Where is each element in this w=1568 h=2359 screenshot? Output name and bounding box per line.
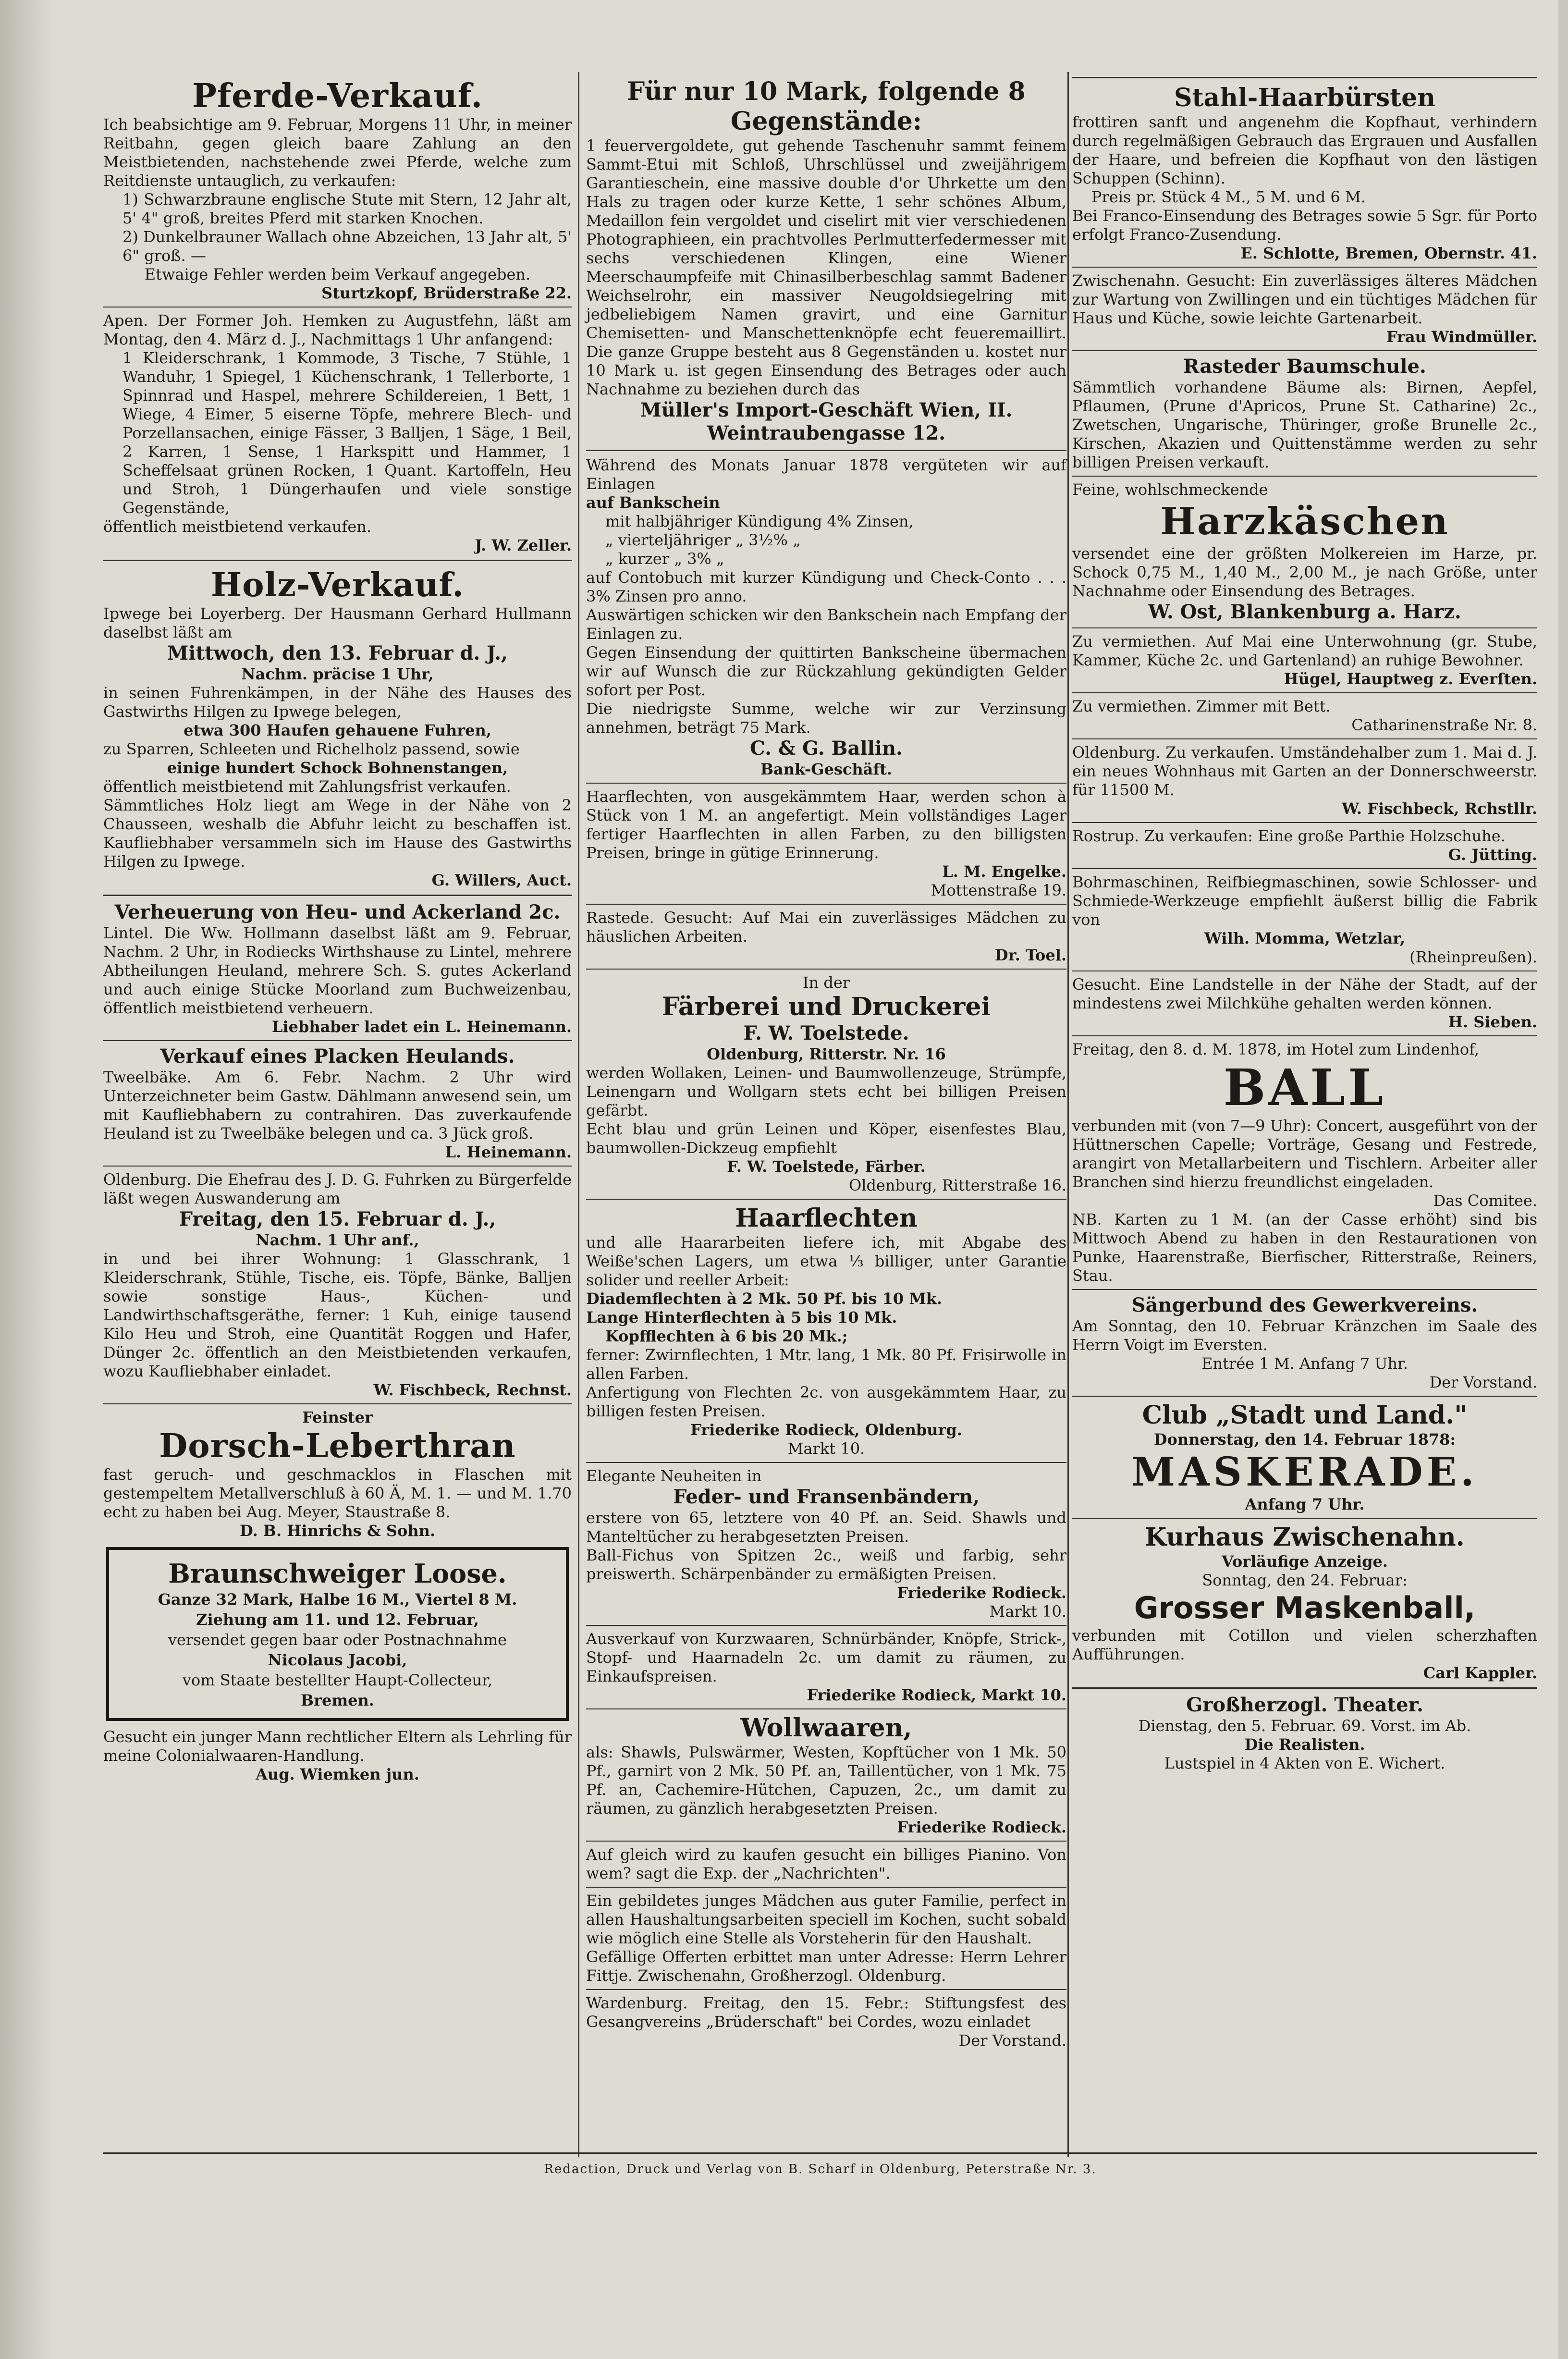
- footer-rule: [103, 2152, 1537, 2154]
- ball-title: BALL: [1223, 1058, 1386, 1117]
- maedchen-paragraph-2: Gefällige Offerten erbittet man unter Adresse: Herrn Lehrer Fittje. Zwischenahn, Großherzogl. Oldenburg.: [586, 1948, 1066, 1985]
- club-time: Anfang 7 Uhr.: [1245, 1495, 1365, 1513]
- faerberei-signature: F. W. Toelstede, Färber.: [727, 1157, 926, 1176]
- bank-heading-1: auf Bankschein: [586, 493, 720, 512]
- vermiethen-1-signature: Hügel, Hauptweg z. Everſten.: [1284, 670, 1537, 688]
- placken-body: Tweelbäke. Am 6. Febr. Nachm. 2 Uhr wird Unterzeichneter beim Gastw. Dählmann anwesend sein, um mit Kaufliebhabern zu contrahiren. Das zuverkaufende Heuland ist zu Tweelbäke belegen und ca. 3 Jück groß.: [103, 1068, 572, 1143]
- maedchen-body: Ein gebildetes junges Mädchen aus guter Familie, perfect in allen Haushaltungsarbeiten speciell im Kochen, sucht sobald wie möglich eine Stelle als Vorsteherin für den Haushalt.: [586, 1892, 1066, 1947]
- divider: [1072, 1518, 1537, 1519]
- divider: [1072, 1687, 1537, 1689]
- harz-body: versendet eine der größten Molkereien im Harze, pr. Schock 0,75 M., 1,40 M., 2,00 M., je nach Größe, unter Nachnahme oder Einsendung des Betrages.: [1072, 544, 1537, 600]
- pferde-signature: Sturtzkopf, Brüderstraße 22.: [321, 284, 572, 302]
- bank-paragraph-3: Die niedrigste Summe, welche wir zur Verzinsung annehmen, beträgt 75 Mark.: [586, 700, 1066, 737]
- baumschule-title: Rasteder Baumschule.: [1183, 355, 1426, 378]
- stahl-body: frottiren sanft und angenehm die Kopfhaut, verhindern durch regelmäßigen Gebrauch das Ergrauen und Ausfallen der Haare, und befreien die Kopfhaut von den lästigen Schuppen (Schinn).: [1072, 113, 1537, 187]
- zwischenahn-body: Zwischenahn. Gesucht: Ein zuverlässiges älteres Mädchen zur Wartung von Zwillingen und ein tüchtiges Mädchen für Haus und Küche, sowie leichte Gartenarbeit.: [1072, 271, 1537, 327]
- loose-title: Braunschweiger Loose.: [168, 1558, 507, 1589]
- divider: [586, 1199, 1066, 1200]
- placken-title: Verkauf eines Placken Heulands.: [160, 1045, 515, 1068]
- ball-intro: Freitag, den 8. d. M. 1878, im Hotel zum Lindenhof,: [1072, 1040, 1480, 1058]
- rostrup-body: Rostrup. Zu verkaufen: Eine große Parthie Holzschuhe.: [1072, 827, 1506, 845]
- heu-title: Verheuerung von Heu- und Ackerland 2c.: [114, 901, 561, 923]
- mark-title: Für nur 10 Mark, folgende 8 Gegenstände:: [627, 77, 1026, 136]
- pferde-title: Pferde-Verkauf.: [192, 77, 483, 115]
- haarflechten-2-signature: Friederike Rodieck, Oldenburg.: [690, 1421, 962, 1439]
- divider: [586, 1708, 1066, 1709]
- oldenburg-auction-date: Freitag, den 15. Februar d. J.,: [179, 1208, 496, 1230]
- divider: [586, 783, 1066, 784]
- saengerbund-entree: Entrée 1 M. Anfang 7 Uhr.: [1201, 1354, 1408, 1373]
- bank-heading-2: auf Contobuch mit kurzer Kündigung und Check-Conto . . . 3% Zinsen pro anno.: [586, 568, 1066, 605]
- faerberei-title: Färberei und Druckerei: [662, 992, 991, 1021]
- oldenburg-sale-signature: W. Fischbeck, Rchstllr.: [1341, 799, 1537, 818]
- haarflechten-2-line-1: Diademflechten à 2 Mk. 50 Pf. bis 10 Mk.: [586, 1290, 943, 1308]
- heu-body: Lintel. Die Ww. Hollmann daselbst läßt am 9. Februar, Nachm. 2 Uhr, in Rodiecks Wirthshause zu Lintel, mehrere Abtheilungen Heuland, mehrere Sch. S. gutes Ackerland und auch einige Stücke Moorland zum Buchweizenbau, öffentlich meistbietend verheuern.: [103, 924, 572, 1017]
- loose-city: Bremen.: [301, 1691, 374, 1709]
- divider: [1072, 738, 1537, 739]
- faerberei-paragraph-2: Echt blau und grün Leinen und Köper, eisenfestes Blau, baumwollen-Dickzeug empfiehlt: [586, 1120, 1066, 1157]
- pianino-body: Auf gleich wird zu kaufen gesucht ein billiges Pianino. Von wem? sagt die Exp. der „Nachrichten".: [586, 1845, 1066, 1882]
- baumschule-body: Sämmtlich vorhandene Bäume als: Birnen, Aepfel, Pflaumen, (Prune d'Apricos, Prune St. Catharine) 2c., Zwetschen, Ungarische, Thüringer, große Brunelle 2c., Kirschen, Akazien und Quittenstämme werden zu sehr billigen Preisen verkauft.: [1072, 378, 1537, 471]
- haarflechten-1-body: Haarflechten, von ausgekämmtem Haar, werden schon à Stück von 1 M. an angefertigt. Mein vollständiges Lager fertiger Haarflechten in allen Farben, zu den billigsten Preisen, bringe in gütige Erinnerung.: [586, 787, 1066, 862]
- feder-body: erstere von 65, letztere von 40 Pf. an. Seid. Shawls und Manteltücher zu herabgesetzten Preisen.: [586, 1509, 1066, 1546]
- theater-date: Dienstag, den 5. Februar. 69. Vorst. im Ab.: [1138, 1717, 1471, 1735]
- faerberei-address-2: Oldenburg, Ritterstraße 16.: [848, 1176, 1066, 1194]
- column-rule-2: [1067, 72, 1069, 2157]
- theater-description: Lustspiel in 4 Akten von E. Wichert.: [1164, 1754, 1446, 1772]
- holz-body: in seinen Fuhrenkämpen, in der Nähe des Hauses des Gastwirths Hilgen zu Ipwege belegen,: [103, 684, 572, 721]
- club-event: MASKERADE.: [1131, 1449, 1478, 1495]
- harz-signature: W. Ost, Blankenburg a. Harz.: [1148, 601, 1461, 623]
- feder-address: Markt 10.: [989, 1602, 1066, 1621]
- feder-paragraph-2: Ball-Fichus von Spitzen 2c., weiß und farbig, sehr preiswerth. Schärpenbänder zu ermäßigten Preisen.: [586, 1546, 1066, 1583]
- bohrmaschinen-body: Bohrmaschinen, Reifbiegmaschinen, sowie Schlosser- und Schmiede-Werkzeuge empfiehlt äußerst billig die Fabrik von: [1072, 873, 1537, 929]
- column-rule-1: [578, 72, 579, 2157]
- dorsch-signature: D. B. Hinrichs & Sohn.: [240, 1522, 435, 1540]
- stahl-paragraph-2: Bei Franco-Einsendung des Betrages sowie 5 Sgr. für Porto erfolgt Franco-Zusendung.: [1072, 207, 1537, 244]
- dorsch-title: Dorsch-Leberthran: [159, 1427, 516, 1465]
- holz-intro: Ipwege bei Loyerberg. Der Hausmann Gerhard Hullmann daselbst läßt am: [103, 604, 572, 641]
- divider: [1072, 1289, 1537, 1290]
- haarflechten-2-title: Haarflechten: [735, 1204, 918, 1233]
- vermiethen-2-address: Catharinenstraße Nr. 8.: [1351, 716, 1537, 734]
- divider: [103, 1403, 572, 1404]
- divider: [586, 1887, 1066, 1888]
- wollwaaren-title: Wollwaaren,: [740, 1713, 912, 1743]
- holz-time: Nachm. präcise 1 Uhr,: [241, 665, 434, 683]
- wollwaaren-body: als: Shawls, Pulswärmer, Westen, Kopftücher von 1 Mk. 50 Pf., garnirt von 2 Mk. 50 Pf. an, Taillentücher, von 1 Mk. 75 Pf. an, Cachemire-Hütchen, Capuzen, 2c., um damit zu räumen, zu gänzlich herabgesetzten Preisen.: [586, 1743, 1066, 1818]
- wardenburg-signature: Der Vorstand.: [958, 2031, 1066, 2050]
- holz-use: zu Sparren, Schleeten und Richelholz passend, sowie: [103, 740, 520, 758]
- club-date: Donnerstag, den 14. Februar 1878:: [1153, 1430, 1456, 1449]
- milch-signature: H. Sieben.: [1448, 1013, 1537, 1031]
- vermiethen-1-body: Zu vermiethen. Auf Mai eine Unterwohnung (gr. Stube, Kammer, Küche 2c. und Gartenland) an ruhige Bewohner.: [1072, 632, 1537, 669]
- apen-body: Apen. Der Former Joh. Hemken zu Augustfehn, läßt am Montag, den 4. März d. J., Nachmittags 1 Uhr anfangend:: [103, 311, 572, 348]
- bank-paragraph-2: Gegen Einsendung der quittirten Bankscheine übermachen wir auf Wunsch die zur Rückzahlung gekündigten Gelder sofort per Post.: [586, 643, 1066, 699]
- feder-pre: Elegante Neuheiten in: [586, 1467, 762, 1485]
- divider: [1072, 692, 1537, 693]
- loose-draw-date: Ziehung am 11. und 12. Februar,: [196, 1610, 479, 1629]
- loose-collector-name: Nicolaus Jacobi,: [268, 1651, 407, 1669]
- faerberei-name: F. W. Toelstede.: [743, 1022, 909, 1044]
- kurhaus-title: Kurhaus Zwischenahn.: [1145, 1523, 1465, 1552]
- oldenburg-sale-body: Oldenburg. Zu verkaufen. Umständehalber zum 1. Mai d. J. ein neues Wohnhaus mit Garten an der Donnerschweerstr. für 11500 M.: [1072, 743, 1537, 799]
- lehrling-signature: Aug. Wiemken jun.: [256, 1765, 419, 1783]
- pferde-body: Ich beabsichtige am 9. Februar, Morgens 11 Uhr, in meiner Reitbahn, gegen gleich baare Zahlung an den Meistbietenden, nachstehende zwei Pferde, welche zum Reitdienste untauglich, zu verkaufen:: [103, 115, 572, 190]
- bank-intro: Während des Monats Januar 1878 vergüteten wir auf Einlagen: [586, 456, 1066, 493]
- feder-signature: Friederike Rodieck.: [897, 1584, 1066, 1602]
- oldenburg-auction-time: Nachm. 1 Uhr anf.,: [256, 1231, 419, 1249]
- saengerbund-body: Am Sonntag, den 10. Februar Kränzchen im Saale des Herrn Voigt im Eversten.: [1072, 1317, 1537, 1354]
- faerberei-pre: In der: [802, 973, 850, 992]
- placken-signature: L. Heinemann.: [445, 1143, 572, 1161]
- kurhaus-body: verbunden mit Cotillon und vielen scherzhaften Aufführungen.: [1072, 1626, 1537, 1663]
- column-3: [1072, 77, 1537, 1773]
- rastede-signature: Dr. Toel.: [994, 946, 1066, 964]
- oldenburg-auction-items: in und bei ihrer Wohnung: 1 Glasschrank, 1 Kleiderschrank, Stühle, Tische, eis. Töpfe, Bänke, Balljen sowie sonstige Haus-, Küchen- und Landwirthschaftsgeräthe, ferner: 1 Kuh, einige tausend Kilo Heu und Stroh, eine Quantität Roggen und Hafer, Dünger 2c. öffentlich an den Meistbietenden verkaufen, wozu Kaufliebhaber einladet.: [103, 1250, 572, 1380]
- divider: [586, 1841, 1066, 1842]
- divider: [586, 969, 1066, 970]
- ball-signature: Das Comitee.: [1433, 1192, 1537, 1210]
- divider: [1072, 1035, 1537, 1036]
- heu-signature: Liebhaber ladet ein L. Heinemann.: [271, 1018, 572, 1036]
- divider: [1072, 627, 1537, 628]
- bank-paragraph-1: Auswärtigen schicken wir den Bankschein nach Empfang der Einlagen zu.: [586, 606, 1066, 643]
- divider: [586, 1462, 1066, 1463]
- wollwaaren-signature: Friederike Rodieck.: [897, 1818, 1066, 1836]
- haarflechten-2-line-4: ferner: Zwirnflechten, 1 Mtr. lang, 1 Mk. 80 Pf. Frisirwolle in allen Farben.: [586, 1346, 1066, 1383]
- dorsch-pre: Feinster: [302, 1408, 373, 1426]
- divider: [1072, 77, 1537, 78]
- divider: [1072, 476, 1537, 477]
- bank-rate-2: „ vierteljähriger „ 3½% „: [605, 531, 801, 549]
- kurhaus-subtitle: Vorläufige Anzeige.: [1221, 1552, 1388, 1571]
- holz-note: Sämmtliches Holz liegt am Wege in der Nähe von 2 Chausseen, weshalb die Abfuhr leicht zu beschaffen ist. Kaufliebhaber versammeln sich im Hause des Gastwirths Hilgen zu Ipwege.: [103, 796, 572, 871]
- imprint-footer: Redaction, Druck und Verlag von B. Scharf in Oldenburg, Peterstraße Nr. 3.: [544, 2162, 1097, 2176]
- saengerbund-signature: Der Vorstand.: [1429, 1373, 1537, 1391]
- theater-title: Großherzogl. Theater.: [1186, 1694, 1423, 1716]
- oldenburg-auction-signature: W. Fischbeck, Rechnst.: [373, 1381, 572, 1399]
- divider: [1072, 267, 1537, 268]
- milch-body: Gesucht. Eine Landstelle in der Nähe der Stadt, auf der mindestens zwei Milchkühe gehalten werden können.: [1072, 975, 1537, 1012]
- vermiethen-2-body: Zu vermiethen. Zimmer mit Bett.: [1072, 697, 1331, 715]
- haarflechten-2-body: und alle Haararbeiten liefere ich, mit Abgabe des Weiße'schen Lagers, um etwa ⅓ billiger, unter Garantie solider und reeller Arbeit:: [586, 1233, 1066, 1289]
- divider: [103, 1166, 572, 1167]
- ball-body: verbunden mit (von 7—9 Uhr): Concert, ausgeführt von der Hüttnerschen Capelle; Vorträge, Gesang und Festrede, arangirt von Metallarbeitern und Tischlern. Arbeiter aller Branchen sind hierzu freundlichst eingeladen.: [1072, 1117, 1537, 1191]
- holz-terms: öffentlich meistbietend mit Zahlungsfrist verkaufen.: [103, 777, 511, 796]
- holz-amount: etwa 300 Haufen gehauene Fuhren,: [184, 721, 491, 739]
- harz-pre: Feine, wohlschmeckende: [1072, 480, 1268, 499]
- divider: [1072, 868, 1537, 869]
- divider: [586, 1625, 1066, 1626]
- divider: [103, 895, 572, 896]
- bohrmaschinen-region: (Rheinpreußen).: [1409, 948, 1537, 966]
- oldenburg-auction-body: Oldenburg. Die Ehefrau des J. D. G. Fuhrken zu Bürgerfelde läßt wegen Auswanderung am: [103, 1170, 572, 1207]
- pferde-note: Etwaige Fehler werden beim Verkauf angegeben.: [144, 265, 531, 283]
- ausverkauf-body: Ausverkauf von Kurzwaaren, Schnürbänder, Knöpfe, Strick-, Stopf- und Haarnadeln 2c. um damit zu räumen, zu Einkaufspreisen.: [586, 1630, 1066, 1685]
- theater-play: Die Realisten.: [1244, 1735, 1365, 1754]
- zwischenahn-signature: Frau Windmüller.: [1386, 328, 1537, 346]
- haarflechten-2-line-5: Anfertigung von Flechten 2c. von ausgekämmtem Haar, zu billigen festen Preisen.: [586, 1383, 1066, 1420]
- divider: [1072, 350, 1537, 351]
- stahl-signature: E. Schlotte, Bremen, Obernstr. 41.: [1240, 244, 1537, 262]
- haarflechten-2-line-2: Lange Hinterflechten à 5 bis 10 Mk.: [586, 1308, 897, 1327]
- apen-end: öffentlich meistbietend verkaufen.: [103, 517, 372, 536]
- rastede-body: Rastede. Gesucht: Auf Mai ein zuverlässiges Mädchen zu häuslichen Arbeiten.: [586, 909, 1066, 946]
- divider: [1072, 822, 1537, 823]
- bank-subtitle: Bank-Geschäft.: [760, 760, 893, 778]
- apen-items: 1 Kleiderschrank, 1 Kommode, 3 Tische, 7 Stühle, 1 Wanduhr, 1 Spiegel, 1 Küchenschrank, 1 Tellerborte, 1 Spinnrad und Haspel, mehrere Schildereien, 1 Bett, 1 Wiege, 4 Eimer, 5 eiserne Töpfe, mehrere Blech- und Porzellansachen, einige Fässer, 3 Balljen, 1 Säge, 1 Beil, 2 Karren, 1 Sense, 1 Harkspitt und Hammer, 1 Scheffelsaat grünen Rocken, 1 Quant. Kartoffeln, Heu und Stroh, 1 Düngerhaufen und viele sonstige Gegenstände,: [122, 349, 572, 517]
- mark-body: 1 feuervergoldete, gut gehende Taschenuhr sammt feinem Sammt-Etui mit Schloß, Uhrschlüssel und zweijährigem Garantieschein, eine massive double d'or Uhrkette um den Hals zu tragen oder kurze Kette, 1 sehr schönes Album, Medaillon fein vergoldet und ciselirt mit vier verschiedenen Photographieen, ein prachtvolles Perlmutterfedermesser mit sechs verschiedenen Klingen, eine Wiener Meerschaumpfeife mit Chinasilberbeschlag sammt Badener Weichselrohr, ein massiver Neugoldsiegelring mit jedbeliebigem Namen gravirt, und eine Garnitur Chemisetten- und Manschettenknöpfe echt feueremaillirt. Die ganze Gruppe besteht aus 8 Gegenständen u. kostet nur 10 Mark u. ist gegen Einsendung des Betrages oder auch Nachnahme zu beziehen durch das: [586, 136, 1066, 398]
- holz-extra: einige hundert Schock Bohnenstangen,: [167, 759, 508, 777]
- ball-nb: NB. Karten zu 1 M. (an der Casse erhöht) sind bis Mittwoch Abend zu haben in den Restaurationen von Punke, Haarenstraße, Bierfischer, Ritterstraße, Reiners, Stau.: [1072, 1210, 1537, 1285]
- kurhaus-event: Grosser Maskenball,: [1134, 1590, 1476, 1625]
- divider: [103, 1040, 572, 1041]
- bank-rate-3: „ kurzer „ 3% „: [605, 550, 724, 568]
- club-title: Club „Stadt und Land.": [1142, 1401, 1468, 1430]
- bank-rate-1: mit halbjähriger Kündigung 4% Zinsen,: [605, 512, 914, 530]
- dorsch-body: fast geruch- und geschmacklos in Flaschen mit gestempeltem Metallverschluß à 60 Ä, M. 1. — und M. 1.70 echt zu haben bei Aug. Meyer, Staustraße 8.: [103, 1465, 572, 1521]
- faerberei-address: Oldenburg, Ritterstr. Nr. 16: [707, 1045, 946, 1063]
- haarflechten-2-address: Markt 10.: [787, 1439, 865, 1458]
- haarflechten-1-address: Mottenstraße 19.: [931, 881, 1066, 899]
- stahl-title: Stahl-Haarbürsten: [1174, 83, 1436, 112]
- harz-title: Harzkäschen: [1160, 500, 1449, 543]
- column-2: [586, 77, 1066, 2050]
- ausverkauf-signature: Friederike Rodieck, Markt 10.: [807, 1686, 1066, 1704]
- pferde-item-1: 1) Schwarzbraune englische Stute mit Stern, 12 Jahr alt, 5' 4" groß, breites Pferd mit starken Knochen.: [122, 190, 572, 227]
- bohrmaschinen-signature: Wilh. Momma, Wetzlar,: [1204, 929, 1405, 947]
- bank-name: C. & G. Ballin.: [750, 737, 903, 760]
- divider: [586, 904, 1066, 905]
- mark-signature: Müller's Import-Geschäft Wien, II. Weintraubengasse 12.: [640, 399, 1013, 444]
- divider: [586, 1989, 1066, 1990]
- divider: [103, 560, 572, 561]
- holz-signature: G. Willers, Auct.: [431, 871, 572, 889]
- loose-shipping: versendet gegen baar oder Postnachnahme: [168, 1631, 507, 1649]
- haarflechten-1-signature: L. M. Engelke.: [942, 862, 1066, 881]
- saengerbund-title: Sängerbund des Gewerkvereins.: [1131, 1294, 1478, 1316]
- lehrling-body: Gesucht ein junger Mann rechtlicher Eltern als Lehrling für meine Colonialwaaren-Handlung.: [103, 1728, 572, 1765]
- holz-date: Mittwoch, den 13. Februar d. J.,: [167, 642, 508, 664]
- loose-collector-title: vom Staate bestellter Haupt-Collecteur,: [182, 1671, 493, 1689]
- pferde-item-2: 2) Dunkelbrauner Wallach ohne Abzeichen, 13 Jahr alt, 5' 6" groß. —: [122, 228, 572, 265]
- wardenburg-body: Wardenburg. Freitag, den 15. Febr.: Stiftungsfest des Gesangvereins „Brüderschaft" bei Cordes, wozu einladet: [586, 1994, 1066, 2031]
- column-1: [103, 77, 572, 1784]
- stahl-price: Preis pr. Stück 4 M., 5 M. und 6 M.: [1091, 188, 1366, 206]
- haarflechten-2-line-3: Kopfflechten à 6 bis 20 Mk.;: [605, 1327, 848, 1345]
- kurhaus-signature: Carl Kappler.: [1423, 1664, 1537, 1682]
- holz-title: Holz-Verkauf.: [210, 566, 465, 604]
- loose-advert-box: [106, 1547, 569, 1721]
- divider: [586, 450, 1066, 451]
- kurhaus-date: Sonntag, den 24. Februar:: [1202, 1571, 1408, 1589]
- rostrup-signature: G. Jütting.: [1448, 846, 1537, 864]
- feder-title: Feder- und Fransenbändern,: [673, 1486, 980, 1508]
- loose-price: Ganze 32 Mark, Halbe 16 M., Viertel 8 M.: [158, 1590, 517, 1609]
- faerberei-body: werden Wollaken, Leinen- und Baumwollenzeuge, Strümpfe, Leinengarn und Wollgarn stets echt bei billigen Preisen gefärbt.: [586, 1064, 1066, 1119]
- apen-signature: J. W. Zeller.: [475, 536, 572, 554]
- divider: [1072, 1396, 1537, 1397]
